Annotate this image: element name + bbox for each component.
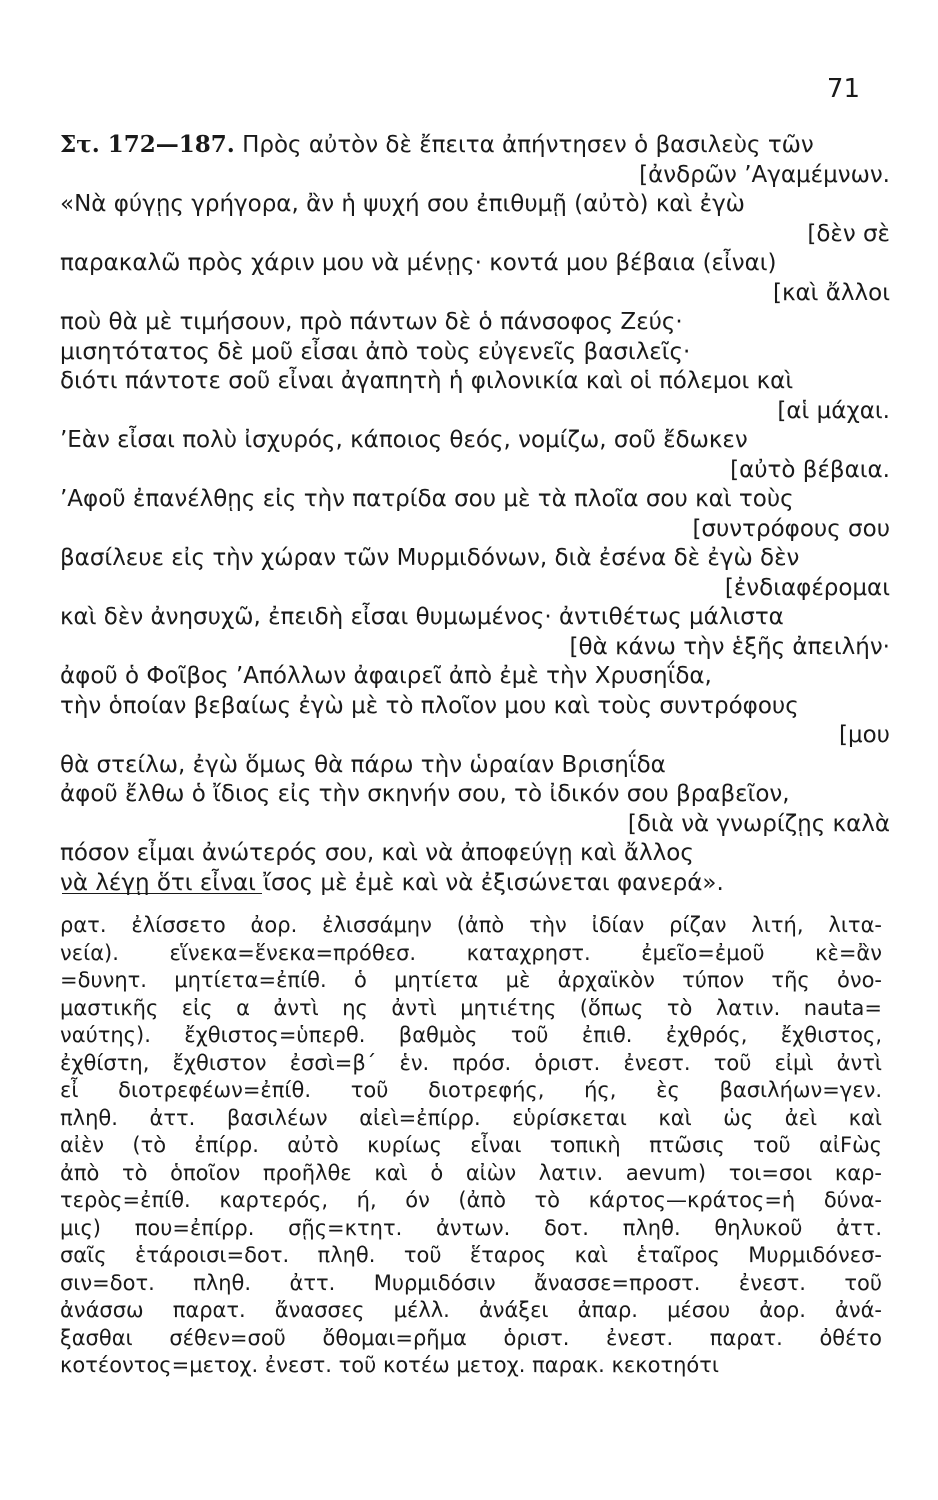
poem-line-text: νὰ λέγῃ ὅτι εἶναι ἴσος μὲ ἐμὲ καὶ νὰ ἐξισώνεται φανερά». [60,869,724,896]
poem-line-continuation [60,397,890,427]
poem-line-continuation [60,574,890,604]
poem-line [60,603,890,633]
poem-line-text: «Νὰ φύγῃς γρήγορα, ἂν ἡ ψυχή σου ἐπιθυμῇ (αὐτὸ) καὶ ἐγὼ [60,191,745,217]
footnote-divider [62,893,262,894]
poem-line [60,485,890,515]
poem-line-text: καὶ δὲν ἀνησυχῶ, ἐπειδὴ εἶσαι θυμωμένος· ἀντιθέτως μάλιστα [60,604,784,630]
poem-line-text: [θὰ κάνω τὴν ἑξῆς ἀπειλήν· [569,633,890,660]
poem-line-continuation [60,810,890,840]
footnote-line: ἐχθίστη, ἔχθιστον ἐσσὶ=β΄ ἑν. πρόσ. ὁριστ. ἐνεστ. τοῦ εἰμὶ ἀντὶ [60,1050,882,1075]
poem-line-text: βασίλευε εἰς τὴν χώραν τῶν Μυρμιδόνων, διὰ ἐσένα δὲ ἐγὼ δὲν [60,545,800,571]
poem-line-text: [ἐνδιαφέρομαι [724,574,890,601]
poem-line [60,130,890,161]
poem-line [60,751,890,781]
footnote-line: σαῖς ἑτάροισι=δοτ. πληθ. τοῦ ἕταρος καὶ ἑταῖρος Μυρμιδόνεσ- [60,1243,882,1267]
page-number: 71 [826,74,860,104]
footnote-line: μις) που=ἐπίρρ. σῇς=κτητ. ἀντων. δοτ. πληθ. θηλυκοῦ ἀττ. [60,1215,882,1240]
poem-line-text: [συντρόφους σου [692,515,890,542]
poem-line [60,249,890,279]
poem-line-text: τὴν ὁποίαν βεβαίως ἐγὼ μὲ τὸ πλοῖον μου καὶ τοὺς συντρόφους [60,692,799,719]
footnote-line: σιν=δοτ. πληθ. ἀττ. Μυρμιδόσιν ἄνασσε=προστ. ἐνεστ. τοῦ [60,1270,882,1295]
footnote-line: ρατ. ἐλίσσετο ἀορ. ἐλισσάμην (ἀπὸ τὴν ἰδίαν ρίζαν λιτή, λιτα- [60,913,882,937]
poem-line-text: πόσον εἶμαι ἀνώτερός σου, καὶ νὰ ἀποφεύγῃ καὶ ἄλλος [60,840,694,866]
poem-line-text: μισητότατος δὲ μοῦ εἶσαι ἀπὸ τοὺς εὐγενεῖς βασιλεῖς· [60,338,691,365]
poem-line-text: ἀφοῦ ὁ Φοῖβος ’Απόλλων ἀφαιρεῖ ἀπὸ ἐμὲ τὴν Χρυσηΐδα, [60,663,712,689]
footnote-line: ναύτης). ἔχθιστος=ὑπερθ. βαθμὸς τοῦ ἐπιθ. ἐχθρός, ἔχθιστος, [60,1023,882,1047]
footnote-line: μαστικῆς εἰς α ἀντὶ ης ἀντὶ μητιέτης (ὅπως τὸ λατιν. nauta= [60,995,882,1020]
poem-line-text: [αὐτὸ βέβαια. [730,456,890,483]
poem-line-text: θὰ στείλω, ἐγὼ ὅμως θὰ πάρω τὴν ὡραίαν Βρισηΐδα [60,751,666,778]
poem-line [60,190,890,220]
poem-line-text: διότι πάντοτε σοῦ εἶναι ἀγαπητὴ ἡ φιλονικία καὶ οἱ πόλεμοι καὶ [60,368,794,394]
poem-line-continuation [60,456,890,486]
poem-line [60,544,890,574]
poem-line-text: [δὲν σὲ [807,220,890,247]
poem-line-continuation [60,279,890,309]
poem-line-continuation [60,220,890,250]
verse-reference: Στ. 172—187. [60,131,235,158]
poem-line-text: [αἱ μάχαι. [777,397,890,424]
poem-line-text: ποὺ θὰ μὲ τιμήσουν, πρὸ πάντων δὲ ὁ πάνσοφος Ζεύς· [60,309,683,335]
poem-line [60,662,890,692]
poem-line [60,839,890,869]
poem-line-text: Πρὸς αὐτὸν δὲ ἔπειτα ἀπήντησεν ὁ βασιλεὺς τῶν [242,132,814,158]
footnote-line: εἶ διοτρεφέων=ἐπίθ. τοῦ διοτρεφής, ής, ὲς βασιλήων=γεν. [60,1078,882,1102]
poem-line-text: [καὶ ἄλλοι [772,279,890,306]
footnote-line: ἀπὸ τὸ ὁποῖον προῆλθε καὶ ὁ αἰὼν λατιν. aevum) τοι=σοι καρ- [60,1160,882,1185]
footnote-line: τερὸς=ἐπίθ. καρτερός, ή, όν (ἀπὸ τὸ κάρτος—κράτος=ἡ δύνα- [60,1188,882,1212]
footnote-line: ἀνάσσω παρατ. ἄνασσες μέλλ. ἀνάξει ἀπαρ. μέσου ἀορ. ἀνά- [60,1298,882,1322]
poem-line [60,780,890,810]
poem-line [60,426,890,456]
footnote-line: ξασθαι σέθεν=σοῦ ὄθομαι=ρῆμα ὁριστ. ἐνεστ. παρατ. ὀθέτο [60,1325,882,1350]
poem-line [60,308,890,338]
poem-line-continuation [60,633,890,663]
poem-line-text: ἀφοῦ ἔλθω ὁ ἴδιος εἰς τὴν σκηνήν σου, τὸ ἰδικόν σου βραβεῖον, [60,781,790,807]
poem-line-text: [ἀνδρῶν ’Αγαμέμνων. [639,161,890,188]
poem-line [60,692,890,722]
poem-line-text: [διὰ νὰ γνωρίζῃς καλὰ [627,810,890,837]
footnote-line: κοτέοντος=μετοχ. ἐνεστ. τοῦ κοτέω μετοχ. παρακ. κεκοτηότι [60,1353,719,1377]
poem-line-text: παρακαλῶ πρὸς χάριν μου νὰ μένῃς· κοντά μου βέβαια (εἶναι) [60,250,777,276]
footnote-line: νεία). εἵνεκα=ἕνεκα=πρόθεσ. καταχρηστ. ἐμεῖο=ἐμοῦ κὲ=ἂν [60,940,882,965]
poem-line [60,338,890,368]
footnote-line: πληθ. ἀττ. βασιλέων αἰεὶ=ἐπίρρ. εὑρίσκεται καὶ ὡς ἀεὶ καὶ [60,1105,882,1130]
poem-line-text: [μου [839,722,890,748]
poem-line-continuation [60,721,890,751]
poem-line-text: ’Αφοῦ ἐπανέλθῃς εἰς τὴν πατρίδα σου μὲ τὰ πλοῖα σου καὶ τοὺς [60,486,794,512]
footnote-line: αἰὲν (τὸ ἐπίρρ. αὐτὸ κυρίως εἶναι τοπικὴ πτῶσις τοῦ αἰFὼς [60,1133,882,1157]
poem-line-text: ’Εὰν εἶσαι πολὺ ἰσχυρός, κάποιος θεός, νομίζω, σοῦ ἔδωκεν [60,427,748,453]
footnotes [60,912,882,1380]
poem-line-continuation [60,161,890,191]
poem-translation [60,130,890,898]
footnote-line: =δυνητ. μητίετα=ἐπίθ. ὁ μητίετα μὲ ἀρχαϊκὸν τύπον τῆς ὀνο- [60,968,882,992]
poem-line [60,367,890,397]
poem-line-continuation [60,515,890,545]
